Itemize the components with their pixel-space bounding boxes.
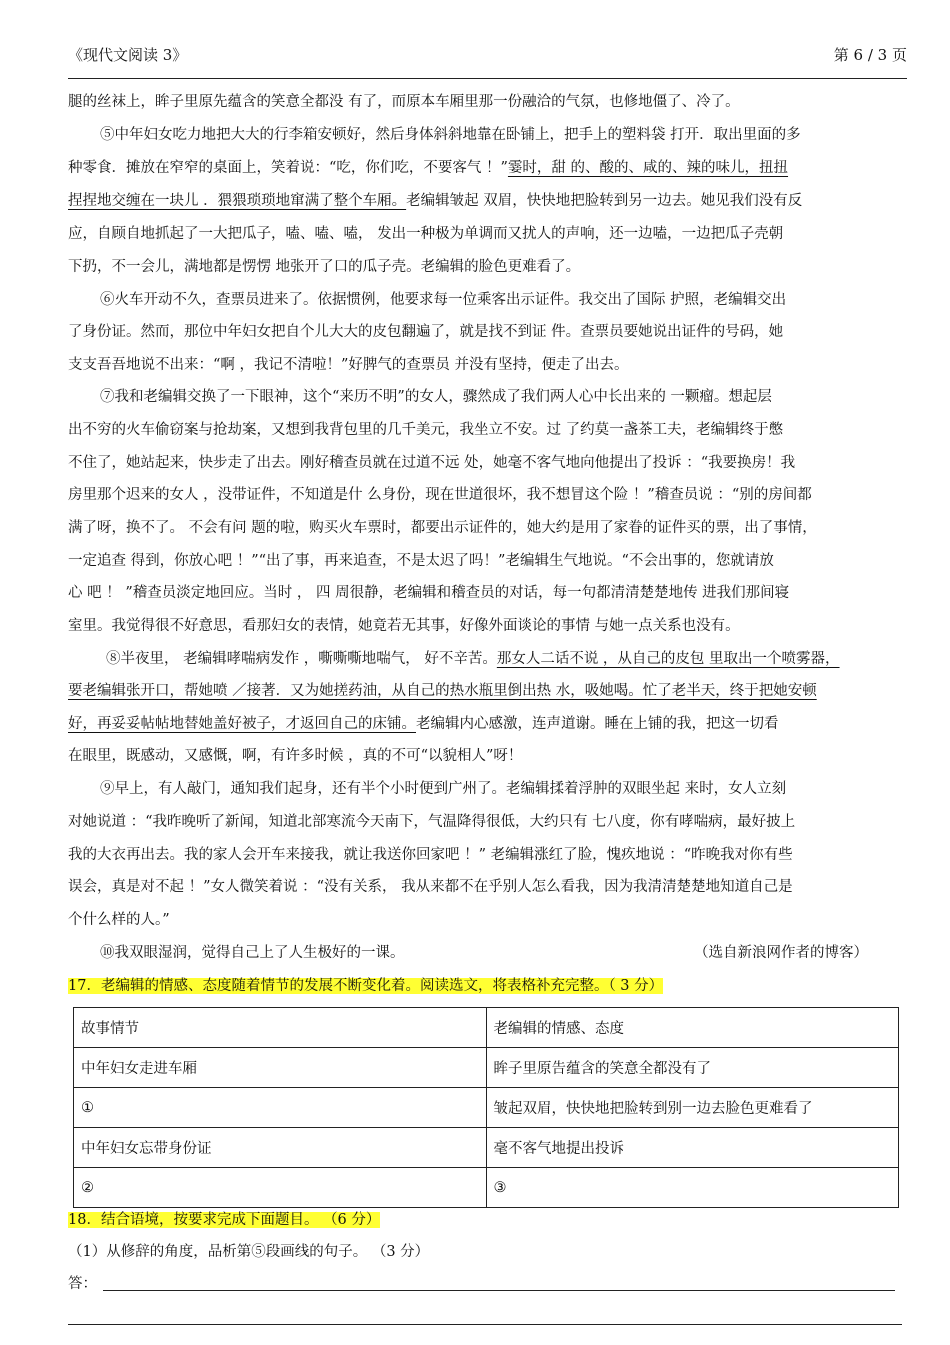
paragraph-7-line-8: 室里。我觉得很不好意思，看那妇女的表情，她竟若无其事，好像外面谈论的事情 与她一点关系也没有。: [68, 618, 740, 634]
table-row: [74, 1168, 899, 1208]
question-17-prompt: [68, 976, 663, 996]
paragraph-5-text: 种零食．摊放在窄窄的桌面上，笑着说：“吃，你们吃，不要客气 ！”: [68, 160, 508, 176]
header-rule: [68, 78, 907, 79]
plot-cell: 中年妇女忘带身份证: [74, 1128, 487, 1168]
paragraph-7-line-1: ⑦我和老编辑交换了一下眼神，这个“来历不明”的女人，骤然成了我们两人心中长出来的 一颗瘤。想起层: [100, 389, 772, 405]
paragraph-9-line-4: 误会，真是对不起 ！”女人微笑着说 ：“没有关系， 我从来都不在乎别人怎么看我，因为我清清楚楚地知道自己是: [68, 879, 793, 895]
table-row: [74, 1088, 899, 1128]
answer-line[interactable]: [68, 1324, 902, 1325]
paragraph-9-line-3: 我的大衣再出去。我的家人会开车来接我，就让我送你回家吧 ！” 老编辑涨红了脸，愧疚地说 ：“昨晚我对你有些: [68, 847, 793, 863]
paragraph-6-line-1: ⑥火车开动不久，查票员进来了。依据惯例，他要求每一位乘客出示证件。我交出了国际 护照，老编辑交出: [100, 292, 787, 308]
question-18-sub-1: （1）从修辞的角度，品析第⑤段画线的句子。 （3 分）: [68, 1244, 430, 1260]
paragraph-9-line-5: 个什么样的人。”: [68, 912, 170, 928]
paragraph-5-line-4: 应，自顾自地抓起了一大把瓜子，嗑、嗑、嗑， 发出一种极为单调而又扰人的声响，还一边嗑，一边把瓜子壳朝: [68, 226, 784, 242]
paragraph-5-line-5: 下扔，不一会儿，满地都是愣愣 地张开了口的瓜子壳。老编辑的脸色更难看了。: [68, 259, 581, 275]
plot-cell-blank[interactable]: ①: [74, 1088, 487, 1128]
paragraph-6-line-2: 了身份证。然而，那位中年妇女把自个儿大大的皮包翻遍了，就是找不到证 件。查票员要她说出证件的号码，她: [68, 324, 784, 340]
paragraph-4-tail: 腿的丝袜上，眸子里原先蕴含的笑意全都没 有了，而原本车厢里那一份融洽的气氛，也修地僵了、冷了。: [68, 94, 740, 110]
underlined-sentence: 霎时，甜 的、酸的、咸的、辣的味儿，扭扭: [507, 160, 789, 176]
paragraph-8-line-3: [68, 714, 779, 734]
paragraph-7-line-2: 出不穷的火车偷窃案与抢劫案，又想到我背包里的几千美元，我坐立不安。过 了约莫一盏茶工夫，老编辑终于憋: [68, 422, 784, 438]
paragraph-8-text: 老编辑内心感激，连声道谢。睡在上铺的我，把这一切看: [416, 716, 779, 732]
underlined-sentence: 好，再妥妥帖帖地替她盖好被子，才返回自己的床铺。: [68, 716, 416, 732]
table-header-row: [74, 1008, 899, 1048]
question-18-highlight: 18．结合语境，按要求完成下面题目。 （6 分）: [68, 1212, 381, 1228]
paragraph-7-line-4: 房里那个迟来的女人 ，没带证件，不知道是什 么身份，现在世道很坏，我不想冒这个险 ！”稽查员说 ：“别的房间都: [68, 487, 812, 503]
paragraph-6-line-3: 支支吾吾地说不出来：“啊 ，我记不清啦！”好脾气的查票员 并没有坚持，便走了出去。: [68, 357, 629, 373]
paragraph-8-line-2: 要老编辑张开口，帮她喷 ／接著．又为她搓药油，从自己的热水瓶里倒出热 水，吸她喝。忙了老半天，终于把她安顿: [68, 683, 817, 699]
paragraph-7-line-5: 满了呀，换不了。 不会有问 题的啦，购买火车票时，都要出示证件的，她大约是用了家眷的证件买的票，出了事情，: [68, 520, 817, 536]
page-header: [68, 44, 907, 64]
paragraph-5-line-1: ⑤中年妇女吃力地把大大的行李箱安顿好，然后身体斜斜地靠在卧铺上，把手上的塑料袋 打开．取出里面的多: [100, 127, 801, 143]
paragraph-9-line-2: 对她说道 ：“我昨晚听了新闻，知道北部寒流今天南下，气温降得很低，大约只有 七八度，你有哮喘病，最好披上: [68, 814, 796, 830]
attitude-cell: 眸子里原告蕴含的笑意全都没有了: [486, 1048, 899, 1088]
table-header-cell: 老编辑的情感、态度: [486, 1008, 899, 1048]
paragraph-5-text: 老编辑皱起 双眉，快快地把脸转到另一边去。她见我们没有反: [406, 193, 803, 209]
paragraph-7-line-7: 心 吧 ！ ”稽查员淡定地回应。当时 ， 四 周很静，老编辑和稽查员的对话，每一句都清清楚楚地传 进我们那间寝: [68, 585, 790, 601]
paragraph-7-line-6: 一定追查 得到，你放心吧 ！”“出了事，再来追查，不是太迟了吗！”老编辑生气地说。“不会出事的，您就请放: [68, 553, 774, 569]
underlined-sentence: 捏捏地交缠在一块儿 ．猥猥琐琐地窜满了整个车厢。: [68, 193, 407, 209]
question-17-table: [73, 1007, 899, 1208]
underlined-sentence: 那女人二话不说 ，从自己的皮包 里取出一个喷雾器，: [496, 651, 840, 667]
paragraph-8-line-1: [106, 649, 840, 669]
answer-label: 答：: [68, 1276, 97, 1292]
table-header-cell: 故事情节: [74, 1008, 487, 1048]
attitude-cell: 皱起双眉，快快地把脸转到别一边去脸色更难看了: [486, 1088, 899, 1128]
paragraph-8-line-4: 在眼里，既感动，又感慨，啊，有许多时候 ，真的不可“以貌相人”呀！: [68, 748, 523, 764]
table-row: [74, 1048, 899, 1088]
question-17-highlight: 17．老编辑的情感、态度随着情节的发展不断变化着。阅读选文，将表格补充完整。（ 3 分）: [68, 978, 664, 994]
answer-line[interactable]: [103, 1290, 895, 1291]
paragraph-5-line-3: [68, 191, 802, 211]
page-number: 第 6 / 3 页: [833, 46, 907, 64]
document-title: 《现代文阅读 3》: [68, 46, 188, 64]
attitude-cell: 毫不客气地提出投诉: [486, 1128, 899, 1168]
plot-cell-blank[interactable]: ②: [74, 1168, 487, 1208]
paragraph-5-line-2: [68, 158, 788, 178]
paragraph-7-line-3: 不住了，她站起来，快步走了出去。刚好稽查员就在过道不远 处，她毫不客气地向他提出了投诉 ：“我要换房！我: [68, 455, 796, 471]
attitude-cell-blank[interactable]: ③: [486, 1168, 899, 1208]
source-citation: （选自新浪网作者的博客）: [694, 945, 868, 961]
table-row: [74, 1128, 899, 1168]
paragraph-9-line-1: ⑨早上，有人敲门，通知我们起身，还有半个小时便到广州了。老编辑揉着浮肿的双眼坐起 来时，女人立刻: [100, 781, 787, 797]
question-18-prompt: [68, 1210, 380, 1230]
plot-cell: 中年妇女走进车厢: [74, 1048, 487, 1088]
paragraph-8-text: ⑧半夜里， 老编辑哮喘病发作 ，嘶嘶嘶地喘气， 好不辛苦。: [106, 651, 497, 667]
paragraph-10: ⑩我双眼湿润，觉得自己上了人生极好的一课。: [100, 945, 405, 961]
